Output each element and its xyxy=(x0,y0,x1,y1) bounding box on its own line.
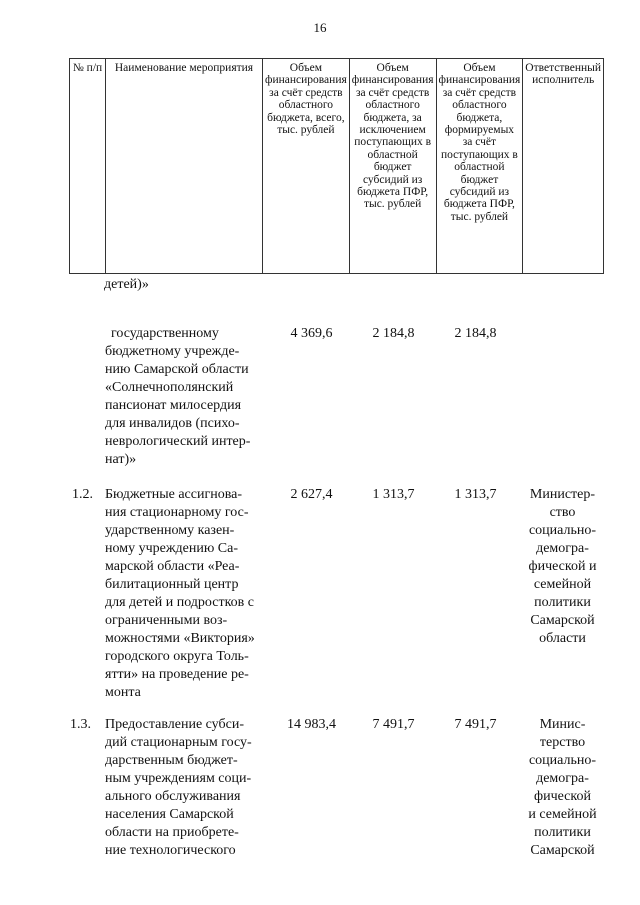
header-formed: Объем финансирования за счёт средств областного бюджета, формируемых за счёт поступающих в областной бюджет субсидий из бюджета ПФР, тыс. рублей xyxy=(436,59,523,274)
row-formed: 7 491,7 xyxy=(454,717,497,732)
row-number: 1.3. xyxy=(70,717,91,732)
header-excl: Объем финансирования за счёт средств областного бюджета, за исключением поступающих в областной бюджет субсидий из бюджета ПФР, тыс. рублей xyxy=(349,59,436,274)
row-excl: 2 184,8 xyxy=(372,326,415,341)
row-total: 2 627,4 xyxy=(290,487,333,502)
row-name: государственному бюджетному учрежде- нию Самарской области «Солнечнополянский пансионат милосердия для инвалидов (психо- неврологический интер- нат)» xyxy=(105,326,251,467)
row-formed: 2 184,8 xyxy=(454,326,497,341)
row-responsible: Министер- ство социально- демогра- фической и семейной политики Самарской области xyxy=(528,487,597,646)
header-name: Наименование мероприятия xyxy=(106,59,263,274)
row-total: 4 369,6 xyxy=(290,326,333,341)
row-excl: 1 313,7 xyxy=(372,487,415,502)
header-resp: Ответственный исполнитель xyxy=(523,59,604,274)
row-number: 1.2. xyxy=(72,487,93,502)
row-excl: 7 491,7 xyxy=(372,717,415,732)
page-number: 16 xyxy=(313,20,327,35)
row-responsible: Минис- терство социально- демогра- фической и семейной политики Самарской xyxy=(528,717,597,858)
row-formed: 1 313,7 xyxy=(454,487,497,502)
table-header xyxy=(69,58,604,274)
header-total: Объем финансирования за счёт средств областного бюджета, всего, тыс. рублей xyxy=(263,59,350,274)
header-num: № п/п xyxy=(70,59,106,274)
row-name: Предоставление субси- дий стационарным госу- дарственным бюджет- ным учреждениям соци- ального обслуживания населения Самарской области на приобрете- ние технологического xyxy=(105,717,252,858)
row-total: 14 983,4 xyxy=(287,717,336,732)
continuation-text: детей)» xyxy=(104,277,149,292)
row-name: Бюджетные ассигнова- ния стационарному гос- ударственному казен- ному учреждению Са- марской области «Реа- билитационный центр для детей и подростков с ограниченными воз- можностями «Виктория» городского округа Толь- ятти» на проведение ре- монта xyxy=(105,487,255,700)
